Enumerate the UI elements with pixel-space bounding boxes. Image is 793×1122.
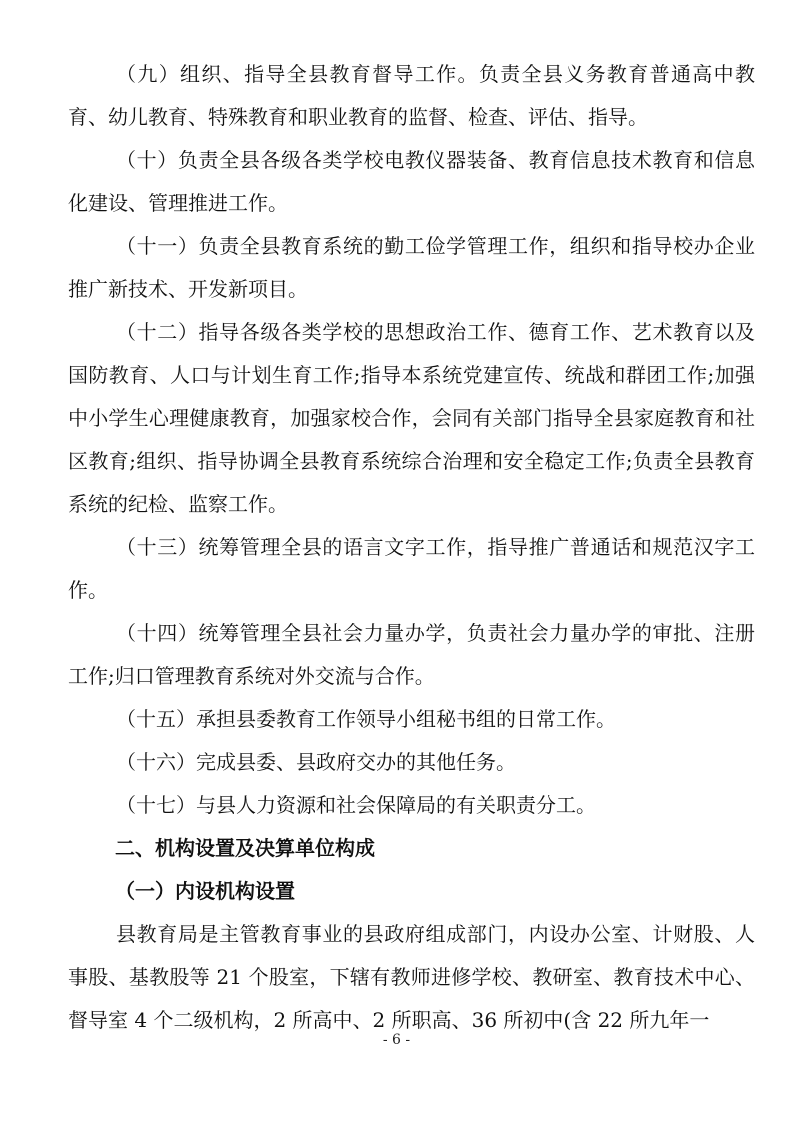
paragraph-item-17: （十七）与县人力资源和社会保障局的有关职责分工。 <box>116 793 596 817</box>
paragraph-item-9: （九）组织、指导全县教育督导工作。负责全县义务教育普通高中教育、幼儿教育、特殊教育和职业教育的监督、检查、评估、指导。 <box>68 62 755 129</box>
subsection-heading: （一）内设机构设置 <box>115 879 295 903</box>
body-paragraph: 县教育局是主管教育事业的县政府组成部门，内设办公室、计财股、人事股、基教股等 21 个股室，下辖有教师进修学校、教研室、教育技术中心、督导室 4 个二级机构，2 所高中、2 所职高、36 所初中(含 22 所九年一 <box>68 922 755 1032</box>
page-number: - 6 - <box>382 1032 411 1048</box>
paragraph-item-14: （十四）统筹管理全县社会力量办学，负责社会力量办学的审批、注册工作;归口管理教育系统对外交流与合作。 <box>68 621 755 688</box>
paragraph-item-11: （十一）负责全县教育系统的勤工俭学管理工作，组织和指导校办企业推广新技术、开发新项目。 <box>68 234 755 301</box>
paragraph-item-13: （十三）统筹管理全县的语言文字工作，指导推广普通话和规范汉字工作。 <box>68 535 755 602</box>
paragraph-item-12: （十二）指导各级各类学校的思想政治工作、德育工作、艺术教育以及国防教育、人口与计划生育工作;指导本系统党建宣传、统战和群团工作;加强中小学生心理健康教育，加强家校合作，会同有关部门指导全县家庭教育和社区教育;组织、指导协调全县教育系统综合治理和安全稳定工作;负责全县教育系统的纪检、监察工作。 <box>68 320 755 516</box>
section-heading: 二、机构设置及决算单位构成 <box>115 836 375 860</box>
paragraph-item-10: （十）负责全县各级各类学校电教仪器装备、教育信息技术教育和信息化建设、管理推进工作。 <box>68 148 755 215</box>
paragraph-item-15: （十五）承担县委教育工作领导小组秘书组的日常工作。 <box>116 707 616 731</box>
paragraph-item-16: （十六）完成县委、县政府交办的其他任务。 <box>116 750 516 774</box>
